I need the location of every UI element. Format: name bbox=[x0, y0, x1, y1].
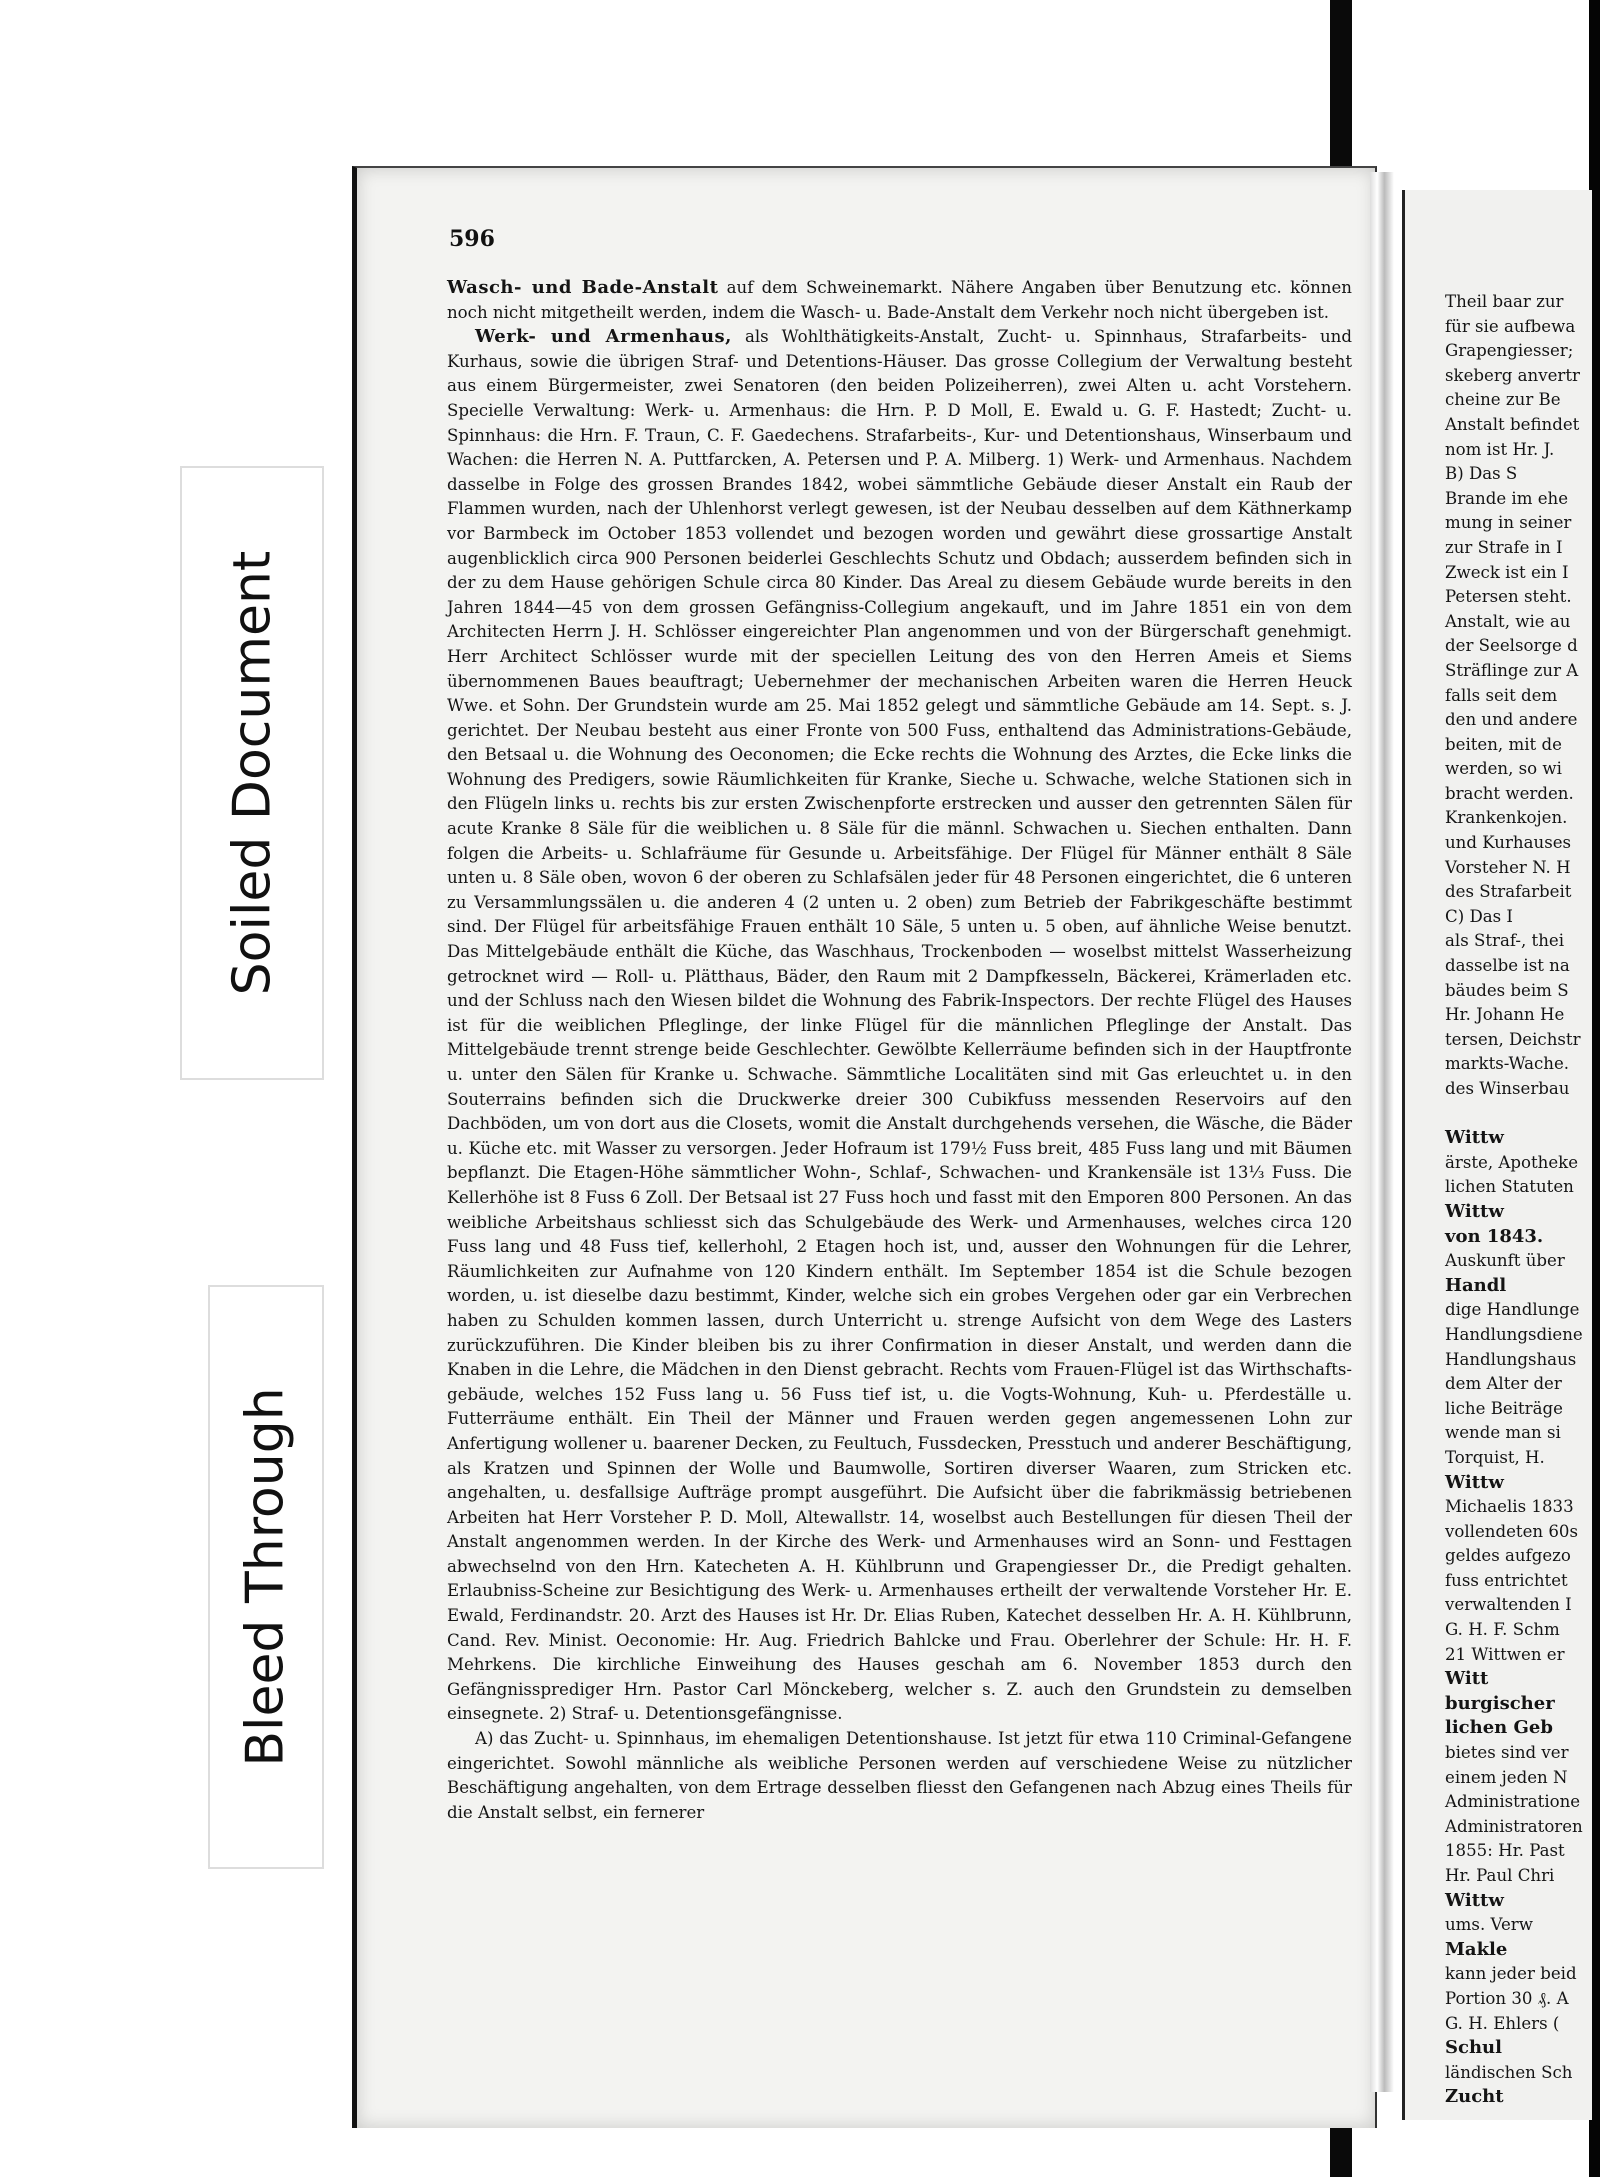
right-page-line: fuss entrichtet bbox=[1445, 1570, 1568, 1590]
right-page-line: der Seelsorge d bbox=[1445, 636, 1578, 656]
right-page-line: lichen Statuten bbox=[1445, 1177, 1574, 1197]
right-page-lines bbox=[1445, 290, 1592, 2110]
label-bleed-text: Bleed Through bbox=[236, 1387, 296, 1767]
right-page-line: cheine zur Be bbox=[1445, 390, 1561, 410]
page-fold-edge bbox=[1370, 172, 1394, 2092]
right-page-line: ländischen Sch bbox=[1445, 2062, 1573, 2082]
right-page-line: C) Das I bbox=[1445, 906, 1513, 926]
right-page-line: für sie aufbewa bbox=[1445, 316, 1576, 336]
right-page-line: vollendeten 60s bbox=[1445, 1521, 1579, 1541]
right-page-line: des Strafarbeit bbox=[1445, 882, 1572, 902]
page-body bbox=[447, 276, 1352, 1825]
right-page-line: verwaltenden I bbox=[1445, 1595, 1572, 1615]
right-page-line: Sträflinge zur A bbox=[1445, 660, 1579, 680]
right-page-line: einem jeden N bbox=[1445, 1767, 1568, 1787]
right-page-line: mung in seiner bbox=[1445, 513, 1572, 533]
right-page-line: bietes sind ver bbox=[1445, 1743, 1569, 1763]
label-soiled-document bbox=[180, 466, 324, 1080]
right-page-line: von 1843. bbox=[1445, 1225, 1544, 1247]
right-page-line: bäudes beim S bbox=[1445, 980, 1569, 1000]
label-soiled-text: Soiled Document bbox=[222, 550, 283, 996]
right-page-line: Hr. Paul Chri bbox=[1445, 1866, 1555, 1885]
right-page-line: Wittw bbox=[1445, 1200, 1504, 1222]
right-page-line: und Kurhauses bbox=[1445, 833, 1572, 853]
right-page-line: Grapengiesser; bbox=[1445, 341, 1574, 361]
right-page-line: Administratoren bbox=[1445, 1816, 1583, 1836]
right-page-line: Wittw bbox=[1445, 1471, 1504, 1493]
right-page-line: Schul bbox=[1445, 2037, 1502, 2059]
right-page-line: Vorsteher N. H bbox=[1445, 857, 1571, 877]
right-page-line: Auskunft über bbox=[1445, 1251, 1565, 1271]
right-page-line: den und andere bbox=[1445, 710, 1578, 730]
right-page-line: dem Alter der bbox=[1445, 1374, 1562, 1394]
right-page-line: Wittw bbox=[1445, 1889, 1504, 1911]
right-page-line: skeberg anvertr bbox=[1445, 365, 1580, 385]
right-page-line: Zweck ist ein I bbox=[1445, 562, 1569, 582]
right-page-line: werden, so wi bbox=[1445, 759, 1562, 779]
left-book-page bbox=[352, 166, 1377, 2128]
paragraph-werkhaus-text: als Wohlthätigkeits-Anstalt, Zucht- u. Spinnhaus, Strafarbeits- und Kurhaus, sowie die übrigen Straf- und Detentions-Häuser. Das grosse Collegium der Verwaltung besteht aus einem Bürgermeister, zwei Senatoren (den beiden Polizeiherren), zwei Alten u. acht Vorstehern. Specielle Verwaltung: Werk- u. Armenhaus: die Hrn. P. D Moll, E. Ewald u. G. F. Hastedt; Zucht- u. Spinnhaus: die Hrn. F. Traun, C. F. Gaedechens. Strafarbeits-, Kur- und Detentionshaus, Winserbaum und Wachen: die Herren N. A. Puttfarcken, A. Petersen und P. A. Milberg. 1) Werk- und Armenhaus. Nachdem dasselbe in Folge des grossen Brandes 1842, wobei sämmtliche Gebäude dieser Anstalt ein Raub der Flammen wurden, nach der Uhlenhorst verlegt gewesen, ist der Neubau desselben auf dem Käthnerkamp vor Barmbeck im October 1853 vollendet und bezogen worden und gewährt diese grossartige Anstalt augenblicklich circa 900 Personen beiderlei Geschlechts Schutz und Obdach; ausserdem befinden sich in der zu dem Hause gehörigen Schule circa 80 Kinder. Das Areal zu diesem Gebäude wurde bereits in den Jahren 1844—45 von dem grossen Gefängniss-Collegium angekauft, und im Jahre 1851 ein von dem Architecten Herrn J. H. Schlösser eingereichter Plan angenommen und von der Bürgerschaft genehmigt. Herr Architect Schlösser wurde mit der speciellen Leitung des von den Herren Ameis et Siems übernommenen Baues beauftragt; Uebernehmer der mechanischen Arbeiten waren die Herren Heuck Wwe. et Sohn. Der Grundstein wurde am 25. Mai 1852 gelegt und sämmtliche Gebäude am 14. Sept. s. J. gerichtet. Der Neubau besteht aus einer Fronte von 500 Fuss, enthaltend das Administrations-Gebäude, den Betsaal u. die Wohnung des Oeconomen; die Ecke rechts die Wohnung des Arztes, die Ecke links die Wohnung des Predigers, sowie Räumlichkeiten für Kranke, Sieche u. Schwache, welche Stationen sich in den Flügeln links u. rechts bis zur ersten Zwischenpforte erstrecken und ausser den getrennten Sälen für acute Kranke 8 Säle für die weiblichen u. 8 Säle für die männl. Schwachen u. Siechen enthalten. Dann folgen die Arbeits- u. Schlafräume für Gesunde u. Arbeitsfähige. Der Flügel für Männer enthält 8 Säle unten u. 8 Säle oben, wovon 6 der oberen zu Schlafsälen jeder für 48 Personen eingerichtet, die 6 unteren zu Versammlungssälen u. die anderen 4 (2 unten u. 2 oben) zum Betrieb der Fabrikgeschäfte bestimmt sind. Der Flügel für arbeitsfähige Frauen enthält 10 Säle, 5 unten u. 5 oben, auf ähnliche Weise benutzt. Das Mittelgebäude enthält die Küche, das Waschhaus, Trockenboden — woselbst mittelst Wasserheizung getrocknet wird — Roll- u. Plätthaus, Bäder, den Raum mit 2 Dampfkesseln, Bäckerei, Krämerladen etc. und der Schluss nach den Wiesen bildet die Wohnung des Fabrik-Inspectors. Der rechte Flügel des Hauses ist für die weiblichen Pfleglinge, der linke Flügel für die männlichen Pfleglinge der Anstalt. Das Mittelgebäude trennt strenge beide Geschlechter. Gewölbte Kellerräume befinden sich in der Hauptfronte u. unter den Sälen für Kranke u. Schwache. Sämmtliche Localitäten sind mit Gas erleuchtet u. in den Souterrains befinden sich die Druckwerke dreier 300 Cubikfuss messenden Reservoirs auf den Dachböden, um von dort aus die Closets, womit die Anstalt durchgehends versehen, die Wäsche, die Bäder u. Küche etc. mit Wasser zu versorgen. Jeder Hofraum ist 179½ Fuss breit, 485 Fuss lang und mit Bäumen bepflanzt. Die Etagen-Höhe sämmtlicher Wohn-, Schlaf-, Schwachen- und Krankensäle ist 13⅓ Fuss. Die Kellerhöhe ist 8 Fuss 6 Zoll. Der Betsaal ist 27 Fuss hoch und fasst mit den Emporen 800 Personen. An das weibliche Arbeitshaus schliesst sich das Schulgebäude des Werk- und Armenhauses, welches circa 120 Fuss lang und 48 Fuss tief, kellerhohl, 2 Etagen hoch ist, und, ausser den Wohnungen für die Lehrer, Räumlichkeiten zur Aufnahme von 120 Kindern enthält. Im September 1854 ist die Schule bezogen worden, u. ist dieselbe dazu bestimmt, Kinder, welche sich ein grobes Vergehen oder gar ein Verbrechen haben zu Schulden kommen lassen, durch Unterricht u. strenge Aufsicht von dem Wege des Lasters zurückzuführen. Die Kinder bleiben bis zu ihrer Confirmation in dieser Anstalt, und werden dann die Knaben in die Lehre, die Mädchen in den Dienst gebracht. Rechts vom Frauen-Flügel ist das Wirthschafts-gebäude, welches 152 Fuss lang u. 56 Fuss tief ist, u. die Vogts-Wohnung, Kuh- u. Pferdeställe u. Futterräume enthält. Ein Theil der Männer und Frauen werden gegen angemessenen Lohn zur Anfertigung wollener u. baarener Decken, zu Feultuch, Fussdecken, Presstuch und anderer Beschäftigung, als Kratzen und Spinnen der Wolle und Baumwolle, Sortiren diverser Waaren, zum Stricken etc. angehalten, u. desfallsige Aufträge prompt ausgeführt. Die Aufsicht über die fabrikmässig betriebenen Arbeiten hat Herr Vorsteher P. D. Moll, Altewallstr. 14, woselbst auch Bestellungen für diesen Theil der Anstalt angenommen werden. In der Kirche des Werk- und Armenhauses wird an Sonn- und Festtagen abwechselnd von den Hrn. Katecheten A. H. Kühlbrunn und Grapengiesser Dr., die Predigt gehalten. Erlaubniss-Scheine zur Besichtigung des Werk- u. Armenhauses ertheilt der verwaltende Vorsteher Hr. E. Ewald, Ferdinandstr. 20. Arzt des Hauses ist Hr. Dr. Elias Ruben, Katechet desselben Hr. A. H. Kühlbrunn, Cand. Rev. Minist. Oeconomie: Hr. Aug. Friedrich Bahlcke und Frau. Oberlehrer der Schule: Hr. H. F. Mehrkens. Die kirchliche Einweihung des Hauses geschah am 6. November 1853 durch den Gefängnissprediger Hrn. Pastor Carl Mönckeberg, welcher s. Z. auch den Grundstein zu demselben einsegnete. 2) Straf- u. Detentionsgefängnisse. bbox=[447, 327, 1352, 1724]
right-page-line: ärste, Apotheke bbox=[1445, 1152, 1579, 1172]
right-page-line: dasselbe ist na bbox=[1445, 956, 1570, 976]
right-page-line: Wittw bbox=[1445, 1127, 1504, 1149]
right-page-line: Handlungsdiene bbox=[1445, 1324, 1583, 1344]
right-page-line: Torquist, H. bbox=[1445, 1447, 1545, 1467]
right-page-line: 21 Wittwen er bbox=[1445, 1644, 1565, 1664]
right-page-line: Theil baar zur bbox=[1445, 292, 1564, 311]
right-page-line: B) Das S bbox=[1445, 464, 1518, 484]
right-page-line: Petersen steht. bbox=[1445, 587, 1572, 607]
right-page-line: Anstalt, wie au bbox=[1445, 611, 1571, 631]
right-page-line: liche Beiträge bbox=[1445, 1398, 1563, 1418]
right-page-line: Makle bbox=[1445, 1938, 1508, 1960]
right-page-line bbox=[1445, 1102, 1592, 1127]
paragraph-zuchthaus: A) das Zucht- u. Spinnhaus, im ehemaligen Detentionshause. Ist jetzt für etwa 110 Criminal-Gefangene eingerichtet. Sowohl männliche als weibliche Personen werden auf verschiedene Weise zu nützlicher Beschäftigung angehalten, von dem Ertrage desselben fliesst den Gefangenen nach Abzug eines Theils für die Anstalt selbst, ein fernerer bbox=[447, 1729, 1352, 1822]
right-page-line: Zucht bbox=[1445, 2086, 1504, 2108]
right-page-line: Portion 30 ₰. A bbox=[1445, 1988, 1569, 2008]
page-number: 596 bbox=[449, 226, 495, 252]
paragraph-wasch bbox=[447, 276, 1352, 325]
right-page-line: Handlungshaus bbox=[1445, 1349, 1577, 1369]
right-page-line: Brande im ehe bbox=[1445, 488, 1569, 508]
right-page-line: 1855: Hr. Past bbox=[1445, 1841, 1565, 1861]
right-book-page bbox=[1402, 190, 1592, 2120]
right-page-line: burgischer bbox=[1445, 1692, 1555, 1714]
right-page-line: lichen Geb bbox=[1445, 1717, 1553, 1739]
right-page-line: falls seit dem bbox=[1445, 685, 1558, 705]
right-page-line: G. H. F. Schm bbox=[1445, 1620, 1560, 1640]
right-page-line: G. H. Ehlers ( bbox=[1445, 2013, 1560, 2033]
label-bleed-through bbox=[208, 1285, 324, 1869]
right-page-line: bracht werden. bbox=[1445, 783, 1574, 803]
right-page-line: des Winserbau bbox=[1445, 1079, 1570, 1098]
right-page-line: Michaelis 1833 bbox=[1445, 1497, 1574, 1517]
right-page-line: markts-Wache. bbox=[1445, 1054, 1570, 1074]
right-page-line: ums. Verw bbox=[1445, 1915, 1533, 1935]
right-page-line: nom ist Hr. J. bbox=[1445, 439, 1555, 459]
right-page-line: beiten, mit de bbox=[1445, 734, 1562, 754]
right-page-line: Anstalt befindet bbox=[1445, 414, 1580, 434]
right-page-line: Witt bbox=[1445, 1668, 1489, 1690]
right-page-line: Handl bbox=[1445, 1274, 1507, 1296]
paragraph-werkhaus bbox=[447, 325, 1352, 1727]
heading-wasch-anstalt: Wasch- und Bade-Anstalt bbox=[447, 277, 719, 298]
paragraph-wasch-text: auf dem Schweinemarkt. Nähere Angaben über Benutzung etc. können noch nicht mitgetheilt werden, indem die Wasch- u. Bade-Anstalt dem Verkehr noch nicht übergeben ist. bbox=[447, 278, 1352, 322]
right-page-line: Administratione bbox=[1445, 1792, 1581, 1812]
heading-werk-armenhaus: Werk- und Armenhaus, bbox=[475, 326, 732, 348]
right-page-line: dige Handlunge bbox=[1445, 1300, 1580, 1320]
right-page-line: wende man si bbox=[1445, 1423, 1561, 1443]
right-page-line: als Straf-, thei bbox=[1445, 931, 1565, 951]
right-page-line: Krankenkojen. bbox=[1445, 808, 1568, 828]
right-page-line: Hr. Johann He bbox=[1445, 1005, 1565, 1025]
right-page-line: geldes aufgezo bbox=[1445, 1546, 1571, 1566]
right-page-line: kann jeder beid bbox=[1445, 1964, 1577, 1984]
right-page-line: tersen, Deichstr bbox=[1445, 1029, 1581, 1049]
right-page-line: zur Strafe in I bbox=[1445, 537, 1563, 557]
